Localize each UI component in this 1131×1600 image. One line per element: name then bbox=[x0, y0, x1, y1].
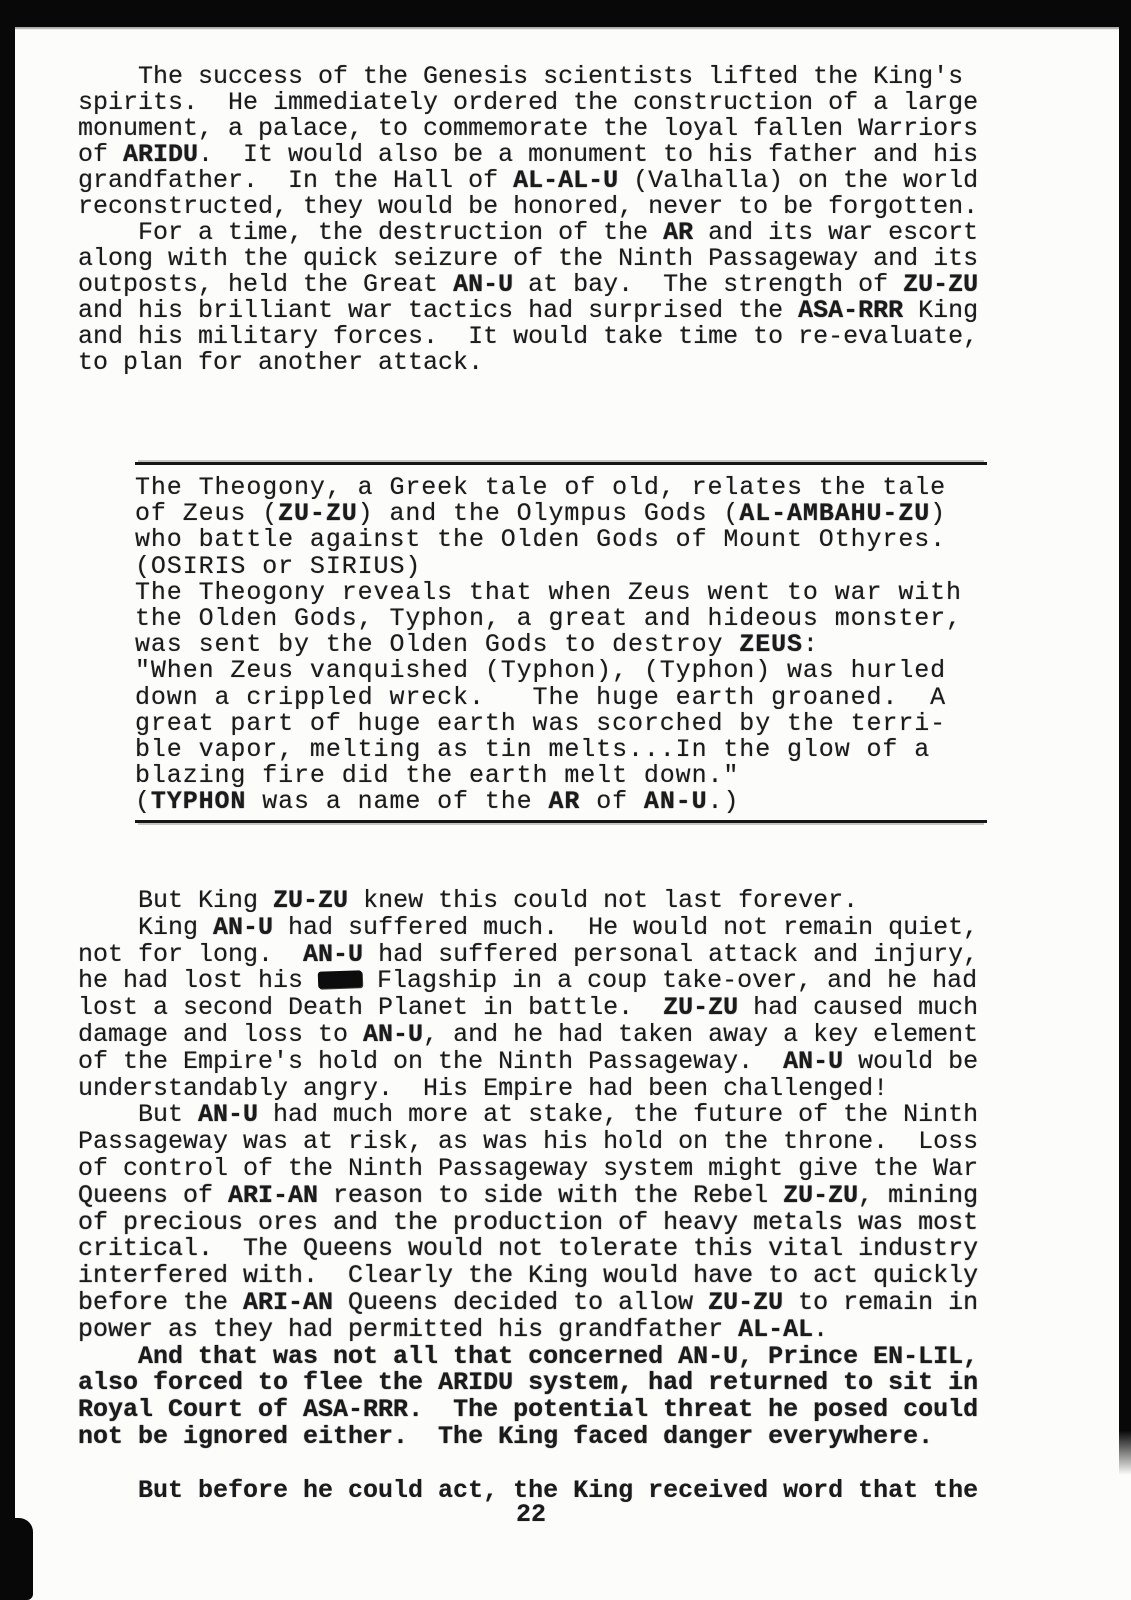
text-line: to plan for another attack. bbox=[78, 348, 484, 377]
text-line: monument, a palace, to commemorate the loyal fallen Warriors bbox=[78, 114, 979, 143]
text-line: Queens of ARI-AN reason to side with the Rebel ZU-ZU, mining bbox=[78, 1180, 979, 1210]
scan-border-corner-blob bbox=[0, 1518, 33, 1600]
redacted-word bbox=[318, 971, 363, 990]
text-line: For a time, the destruction of the AR and its war escort bbox=[78, 218, 979, 247]
text-line: power as they had permitted his grandfather AL-AL. bbox=[78, 1314, 829, 1344]
text-line: The success of the Genesis scientists lifted the King's bbox=[78, 62, 964, 91]
scan-border-top bbox=[0, 0, 1131, 27]
text-line: before the ARI-AN Queens decided to allow ZU-ZU to remain in bbox=[78, 1287, 979, 1317]
text-line: But before he could act, the King received word that the bbox=[78, 1476, 979, 1505]
text-line: damage and loss to AN-U, and he had taken away a key element bbox=[78, 1019, 979, 1049]
text-line: of Zeus (ZU-ZU) and the Olympus Gods (AL-AMBAHU-ZU) bbox=[135, 499, 947, 529]
text-line: lost a second Death Planet in battle. ZU-ZU had caused much bbox=[78, 993, 979, 1023]
theogony-quote-box bbox=[135, 462, 987, 823]
text-line: not be ignored either. The King faced danger everywhere. bbox=[78, 1421, 934, 1451]
text-line: critical. The Queens would not tolerate this vital industry bbox=[78, 1234, 979, 1264]
text-line: who battle against the Olden Gods of Mount Othyres. bbox=[135, 525, 947, 555]
text-line: down a crippled wreck. The huge earth groaned. A bbox=[135, 682, 947, 712]
text-line: great part of huge earth was scorched by the terri- bbox=[135, 708, 947, 738]
text-line: The Theogony reveals that when Zeus went to war with bbox=[135, 577, 962, 607]
main-paragraphs bbox=[78, 888, 978, 1451]
text-line: King AN-U had suffered much. He would not remain quiet, bbox=[78, 912, 979, 942]
text-line: "When Zeus vanquished (Typhon), (Typhon) was hurled bbox=[135, 656, 947, 686]
text-line: of precious ores and the production of heavy metals was most bbox=[78, 1207, 979, 1237]
text-line: along with the quick seizure of the Ninth Passageway and its bbox=[78, 244, 979, 273]
text-line: (TYPHON was a name of the AR of AN-U.) bbox=[135, 787, 740, 817]
scan-border-right bbox=[1119, 0, 1131, 1475]
text-line: blazing fire did the earth melt down." bbox=[135, 761, 740, 791]
opening-paragraphs bbox=[78, 64, 978, 376]
text-line: was sent by the Olden Gods to destroy ZEUS: bbox=[135, 630, 819, 660]
text-line: (OSIRIS or SIRIUS) bbox=[135, 551, 422, 581]
text-line: grandfather. In the Hall of AL-AL-U (Valhalla) on the world bbox=[78, 166, 979, 195]
text-line: And that was not all that concerned AN-U, Prince EN-LIL, bbox=[78, 1341, 979, 1371]
text-line: ble vapor, melting as tin melts...In the glow of a bbox=[135, 734, 931, 764]
text-line: of the Empire's hold on the Ninth Passageway. AN-U would be bbox=[78, 1046, 979, 1076]
text-line: interfered with. Clearly the King would have to act quickly bbox=[78, 1261, 979, 1291]
text-line: The Theogony, a Greek tale of old, relates the tale bbox=[135, 473, 947, 502]
text-line: he had lost his Flagship in a coup take-over, and he had bbox=[78, 966, 978, 996]
text-line: Royal Court of ASA-RRR. The potential threat he posed could bbox=[78, 1395, 979, 1425]
text-line: and his brilliant war tactics had surprised the ASA-RRR King bbox=[78, 296, 979, 325]
page-number: 22 bbox=[515, 1500, 546, 1529]
text-line: Passageway was at risk, as was his hold on the throne. Loss bbox=[78, 1127, 979, 1157]
text-line: of control of the Ninth Passageway system might give the War bbox=[78, 1153, 979, 1183]
text-line: also forced to flee the ARIDU system, had returned to sit in bbox=[78, 1368, 979, 1398]
text-line: the Olden Gods, Typhon, a great and hideous monster, bbox=[135, 603, 962, 633]
text-line: and his military forces. It would take time to re-evaluate, bbox=[78, 322, 979, 351]
text-line: outposts, held the Great AN-U at bay. The strength of ZU-ZU bbox=[78, 270, 979, 299]
text-line: But King ZU-ZU knew this could not last forever. bbox=[78, 886, 859, 915]
text-line: But AN-U had much more at stake, the future of the Ninth bbox=[78, 1100, 979, 1130]
text-line: understandably angry. His Empire had been challenged! bbox=[78, 1073, 889, 1103]
scan-border-left bbox=[0, 0, 15, 1600]
text-line: reconstructed, they would be honored, never to be forgotten. bbox=[78, 192, 979, 221]
text-line: not for long. AN-U had suffered personal attack and injury, bbox=[78, 939, 979, 969]
text-line: spirits. He immediately ordered the construction of a large bbox=[78, 88, 979, 117]
text-line: of ARIDU. It would also be a monument to his father and his bbox=[78, 140, 979, 169]
